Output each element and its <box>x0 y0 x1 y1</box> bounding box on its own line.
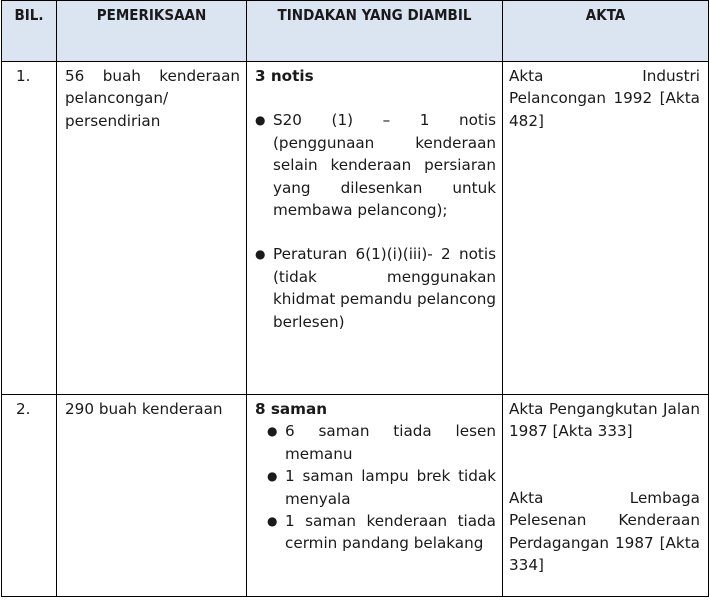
row-number: 1. <box>2 62 57 395</box>
inspection-table <box>1 0 709 597</box>
list-item: ● Peraturan 6(1)(i)(iii)- 2 notis (tidak menggunakan khidmat pemandu pelancong berlesen) <box>255 245 497 331</box>
bullet-icon: ● <box>267 514 278 529</box>
tindakan-list <box>255 420 496 554</box>
header-row <box>2 1 709 62</box>
akta-cell <box>503 62 709 395</box>
header-tindakan: TINDAKAN YANG DIAMBIL <box>247 1 503 62</box>
tindakan-cell <box>247 62 503 395</box>
pemeriksaan-text: 56 buah kenderaan pelancongan/ persendirian <box>65 67 240 130</box>
list-item: ● 1 saman lampu brek tidak menyala <box>267 467 496 508</box>
akta-text: Akta Pengangkutan Jalan 1987 [Akta 333] <box>509 400 700 441</box>
header-bil: BIL. <box>2 1 57 62</box>
bullet-icon: ● <box>267 469 278 484</box>
bullet-icon: ● <box>267 424 278 439</box>
header-akta: AKTA <box>503 1 709 62</box>
akta-text: Akta Lembaga Pelesenan Kenderaan Perdagangan 1987 [Akta 334] <box>509 488 700 575</box>
akta-text: Akta Industri Pelancongan 1992 [Akta 482] <box>509 67 700 130</box>
pemeriksaan-cell <box>57 62 247 395</box>
tindakan-title: 3 notis <box>255 67 314 85</box>
row-number: 2. <box>2 395 57 597</box>
pemeriksaan-text: 290 buah kenderaan <box>65 400 223 418</box>
table-row <box>2 395 709 597</box>
list-item: ● 1 saman kenderaan tiada cermin pandang belakang <box>267 512 496 553</box>
header-pemeriksaan: PEMERIKSAAN <box>57 1 247 62</box>
table-row <box>2 62 709 395</box>
list-item: ● 6 saman tiada lesen memanu <box>267 422 496 463</box>
bullet-icon: ● <box>255 113 266 128</box>
tindakan-cell <box>247 395 503 597</box>
tindakan-title: 8 saman <box>255 400 328 418</box>
pemeriksaan-cell <box>57 395 247 597</box>
akta-cell <box>503 395 709 597</box>
list-item: ● S20 (1) – 1 notis (penggunaan kenderaan selain kenderaan persiaran yang dilesenkan untuk membawa pelancong); <box>255 111 496 220</box>
tindakan-list <box>255 109 496 333</box>
bullet-icon: ● <box>255 247 266 262</box>
